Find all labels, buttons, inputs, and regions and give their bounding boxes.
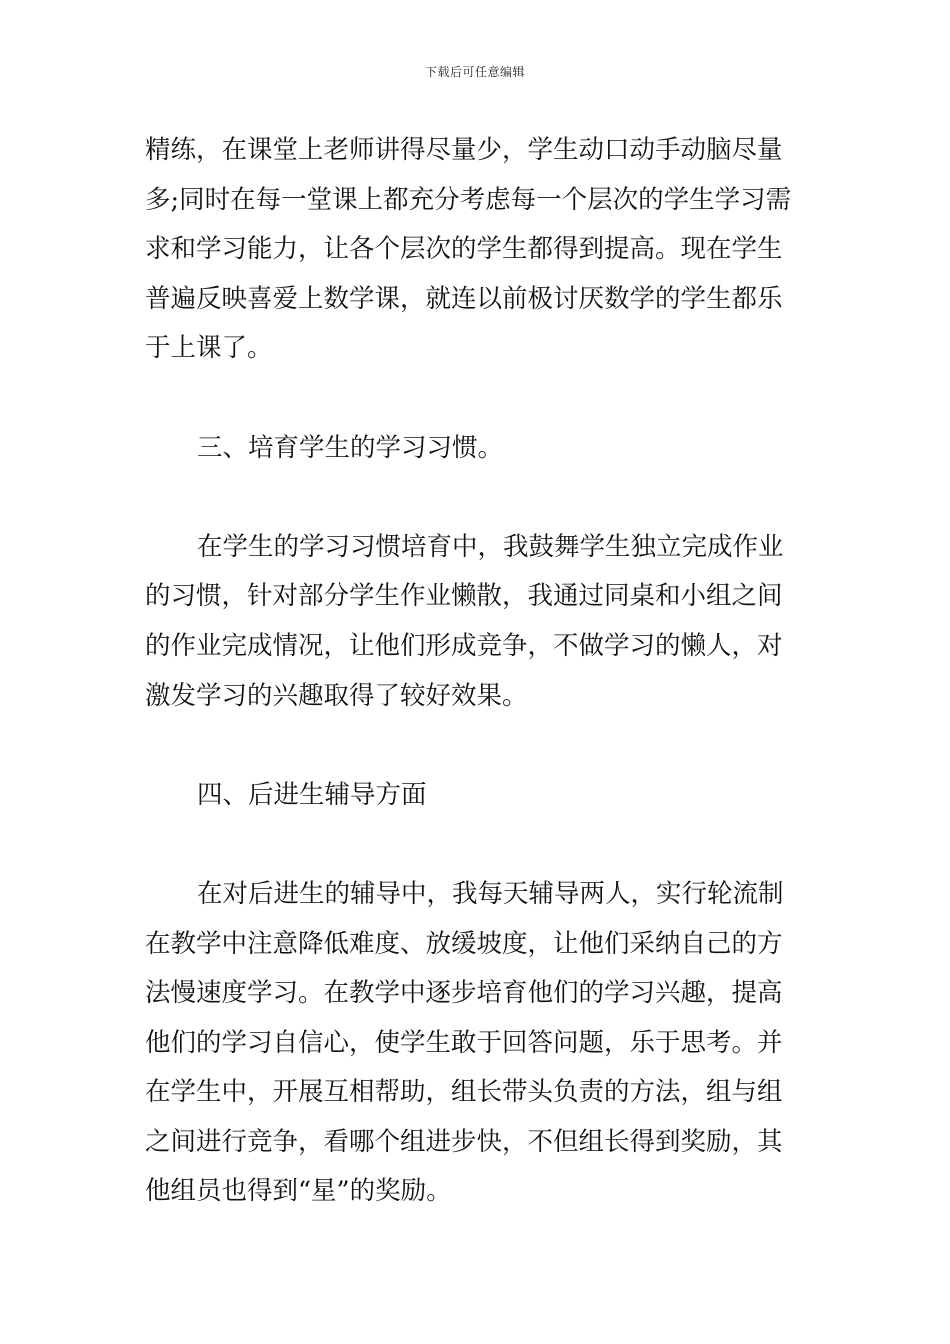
text-line: 精练，在课堂上老师讲得尽量少，学生动口动手动脑尽量 bbox=[145, 135, 783, 165]
paragraph-tutoring bbox=[145, 870, 810, 1217]
paragraph-teaching-method bbox=[145, 126, 810, 374]
text-line: 他组员也得到“星”的奖励。 bbox=[145, 1176, 452, 1207]
paragraph-study-habits bbox=[145, 523, 810, 721]
text-line: 在学生中，开展互相帮助，组长带头负责的方法，组与组 bbox=[145, 1077, 783, 1108]
text-line: 于上课了。 bbox=[145, 333, 273, 364]
text-line: 普遍反映喜爱上数学课，就连以前极讨厌数学的学生都乐 bbox=[145, 283, 783, 314]
text-line: 求和学习能力，让各个层次的学生都得到提高。现在学生 bbox=[145, 234, 783, 265]
text-line: 在对后进生的辅导中，我每天辅导两人，实行轮流制 bbox=[197, 878, 784, 909]
paragraph-gap bbox=[145, 721, 810, 771]
text-line: 之间进行竞争，看哪个组进步快，不但组长得到奖励，其 bbox=[145, 1126, 783, 1157]
paragraph-gap bbox=[145, 473, 810, 523]
text-line: 法慢速度学习。在教学中逐步培育他们的学习兴趣，提高 bbox=[145, 978, 783, 1009]
text-line: 的作业完成情况，让他们形成竞争，不做学习的懒人，对 bbox=[145, 630, 783, 661]
paragraph-gap bbox=[145, 374, 810, 424]
document-body bbox=[145, 126, 810, 1217]
text-line: 的习惯，针对部分学生作业懒散，我通过同桌和小组之间 bbox=[145, 581, 783, 612]
page-header: 下载后可任意编辑 bbox=[424, 65, 525, 79]
section-heading-tutoring: 四、后进生辅导方面 bbox=[197, 779, 427, 810]
paragraph-gap bbox=[145, 820, 810, 870]
section-heading-habits: 三、培育学生的学习习惯。 bbox=[197, 432, 504, 463]
text-line: 他们的学习自信心，使学生敢于回答问题，乐于思考。并 bbox=[145, 1027, 783, 1058]
text-line: 在学生的学习习惯培育中，我鼓舞学生独立完成作业 bbox=[197, 531, 784, 562]
text-line: 激发学习的兴趣取得了较好效果。 bbox=[145, 680, 528, 711]
text-line: 在教学中注意降低难度、放缓坡度，让他们采纳自己的方 bbox=[145, 928, 783, 959]
text-line: 多;同时在每一堂课上都充分考虑每一个层次的学生学习需 bbox=[145, 184, 792, 215]
